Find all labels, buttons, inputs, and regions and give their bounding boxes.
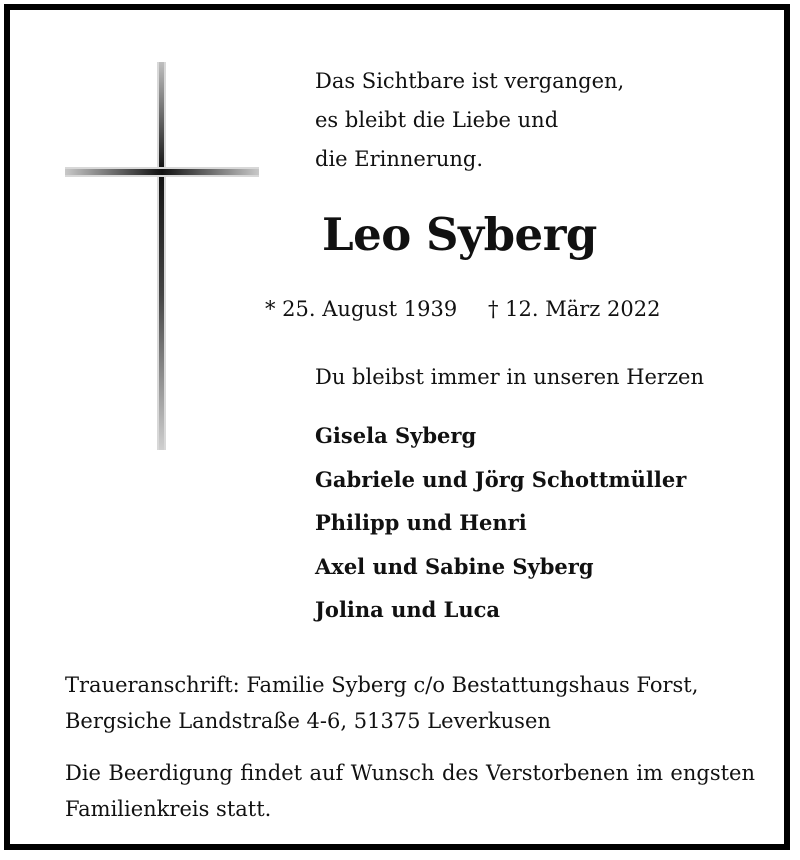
birth-date: * 25. August 1939 xyxy=(265,297,458,321)
mourner-name: Jolina und Luca xyxy=(315,597,501,622)
mourner-name: Gabriele und Jörg Schottmüller xyxy=(315,466,687,492)
mourner-name: Gisela Syberg xyxy=(315,423,477,448)
quote-line: Das Sichtbare ist vergangen, xyxy=(315,69,625,93)
funeral-notice: Die Beerdigung findet auf Wunsch des Verstorbenen im engsten Familienkreis statt. xyxy=(65,761,755,821)
mourner-name: Axel und Sabine Syberg xyxy=(315,553,594,579)
address-line: Traueranschrift: Familie Syberg c/o Bestattungshaus Forst, xyxy=(65,673,699,697)
quote-line: die Erinnerung. xyxy=(315,147,484,171)
cross-icon xyxy=(65,62,259,450)
memorial-tagline: Du bleibst immer in unseren Herzen xyxy=(315,365,704,389)
mourner-name: Philipp und Henri xyxy=(315,510,527,535)
address-line: Bergsiche Landstraße 4-6, 51375 Leverkusen xyxy=(65,709,551,733)
quote-line: es bleibt die Liebe und xyxy=(315,108,559,132)
deceased-name: Leo Syberg xyxy=(322,208,597,261)
memorial-quote xyxy=(315,62,624,179)
death-date: † 12. März 2022 xyxy=(488,297,661,321)
mourning-address xyxy=(65,667,755,739)
obituary-frame xyxy=(4,4,790,850)
mourners-list xyxy=(315,414,686,632)
